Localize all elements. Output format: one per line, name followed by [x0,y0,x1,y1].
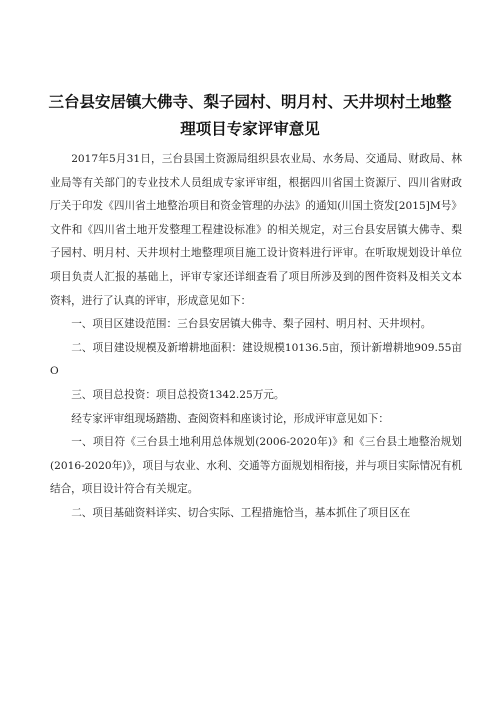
document-body [50,148,462,526]
paragraph-opinion-2: 二、项目基础资料详实、切合实际、工程措施恰当，基本抓住了项目区在 [71,506,411,519]
paragraph-review-intro: 经专家评审组现场踏勘、查阅资料和座谈讨论，形成评审意见如下： [71,412,389,425]
paragraph-scope: 一、项目区建设范围：三台县安居镇大佛寺、梨子园村、明月村、天井坝村。 [71,318,432,331]
document-title-line-1: 三台县安居镇大佛寺、梨子园村、明月村、天井坝村土地整 [48,92,452,111]
paragraph-investment: 三、项目总投资：项目总投资1342.25万元。 [71,388,285,401]
paragraph-intro: 2017年5月31日，三台县国土资源局组织县农业局、水务局、交通局、财政局、林业局等有关部门的专业技术人员组成专家评审组，根据四川省国土资源厅、四川省财政厅关于印发《四川省土地整治项目和资金管理的办法》的通知(川国土资发[2015]M号》文件和《四川省土地开发整理工程建设标准》的相关规定，对三台县安居镇大佛寺、梨子园村、明月村、天井坝村土地整理项目施工设计资料进行评审。在听取规划设计单位项目负责人汇报的基础上，评审专家还详细查看了项目所涉及到的图件资料及相关文本资料，进行了认真的评审，形成意见如下： [50,153,462,307]
document-title-line-2: 理项目专家评审意见 [180,119,320,138]
paragraph-scale: 二、项目建设规模及新增耕地面积：建设规模10136.5亩，预计新增耕地909.55亩O [50,341,462,378]
paragraph-opinion-1: 一、项目符《三台县土地利用总体规划(2006-2020年)》和《三台县土地整治规划(2016-2020年)》，项目与农业、水利、交通等方面规划相衔接，并与项目实际情况有机结合，项目设计符合有关规定。 [50,436,462,496]
